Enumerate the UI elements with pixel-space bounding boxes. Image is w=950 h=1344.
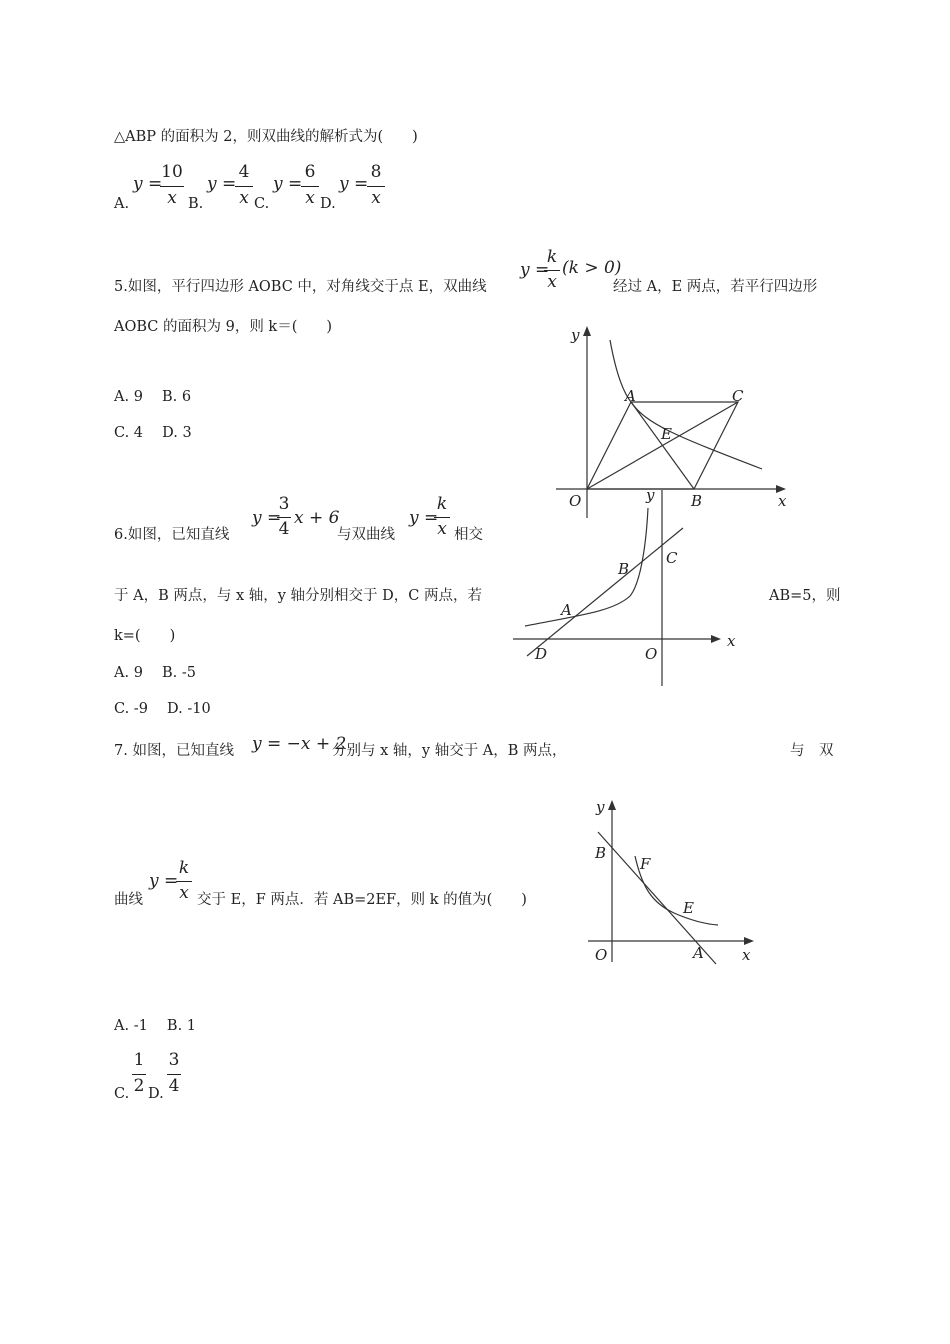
q5-stem-line2: AOBC 的面积为 9，则 k＝( ) bbox=[114, 319, 333, 335]
q6-label-b: B bbox=[618, 560, 630, 578]
q5-diagonal-ab bbox=[631, 402, 694, 489]
q7-line2-right: 交于 E，F 两点．若 AB=2EF，则 k 的值为( ) bbox=[197, 892, 527, 908]
q7-label-e: E bbox=[683, 899, 694, 917]
q4-option-a-lhs: y = bbox=[133, 174, 163, 194]
q5-label-o: O bbox=[569, 492, 582, 510]
q7-figure bbox=[582, 792, 782, 970]
q7-label-a: A bbox=[693, 944, 704, 962]
q7-label-x: x bbox=[742, 946, 751, 964]
q7-option-d-fraction: 3 4 bbox=[168, 1050, 180, 1096]
q6-line2-left: 于 A，B 两点，与 x 轴，y 轴分别相交于 D，C 两点，若 bbox=[114, 588, 482, 604]
q7-option-c-label: C. bbox=[114, 1086, 130, 1102]
q6-label-o: O bbox=[645, 645, 658, 663]
q4-option-c-label: C. bbox=[254, 196, 270, 212]
q6-line bbox=[527, 528, 683, 656]
q6-stem-part1: 6.如图，已知直线 bbox=[114, 527, 230, 543]
q4-option-a-label: A. bbox=[114, 196, 130, 212]
q6-stem-part2: 与双曲线 bbox=[337, 527, 395, 543]
q4-stem: △ABP 的面积为 2，则双曲线的解析式为( ) bbox=[114, 129, 418, 145]
q7-stem-right: 与 双 bbox=[790, 743, 834, 759]
q6-stem-part3: 相交 bbox=[454, 527, 483, 543]
q5-stem-part1: 5.如图，平行四边形 AOBC 中，对角线交于点 E，双曲线 bbox=[114, 279, 487, 295]
q5-label-e: E bbox=[661, 425, 672, 443]
q6-line-coefficient: 3 4 bbox=[278, 494, 290, 539]
q6-label-d: D bbox=[535, 645, 548, 663]
q4-option-c-fraction: 6 x bbox=[301, 164, 319, 210]
q7-line-formula: y = −x + 2 bbox=[252, 734, 347, 754]
q7-option-d-label: D. bbox=[148, 1086, 164, 1102]
q7-hyperbola-fraction: k x bbox=[176, 860, 192, 904]
q6-figure bbox=[505, 488, 745, 688]
q7-line2-left: 曲线 bbox=[114, 892, 143, 908]
q6-label-x: x bbox=[727, 632, 736, 650]
q7-label-f: F bbox=[640, 855, 651, 873]
q4-option-c-lhs: y = bbox=[273, 174, 303, 194]
q6-line3: k=( ) bbox=[114, 628, 176, 644]
q6-label-c: C bbox=[666, 549, 678, 567]
q7-stem-part1: 7. 如图，已知直线 bbox=[114, 743, 234, 759]
q5-label-a: A bbox=[625, 387, 636, 405]
q4-option-d-lhs: y = bbox=[339, 174, 369, 194]
q4-option-d-label: D. bbox=[320, 196, 336, 212]
q7-option-c-fraction: 1 2 bbox=[133, 1050, 145, 1096]
q6-label-a: A bbox=[561, 601, 572, 619]
q6-hyperbola-fraction: k x bbox=[434, 496, 450, 540]
q7-stem-part2: 分别与 x 轴，y 轴交于 A，B 两点， bbox=[332, 743, 567, 759]
q5-label-c: C bbox=[732, 387, 744, 405]
q7-hyperbola-lhs: y = bbox=[149, 871, 179, 891]
q5-label-b: B bbox=[691, 492, 703, 510]
q7-option-row1: A. -1 B. 1 bbox=[114, 1018, 197, 1034]
q6-line-rest: x + 6 bbox=[294, 508, 340, 528]
q4-option-d-fraction: 8 x bbox=[367, 164, 385, 210]
q4-option-b-label: B. bbox=[188, 196, 204, 212]
q6-option-row1: A. 9 B. -5 bbox=[114, 665, 197, 681]
q5-formula-condition: (k > 0) bbox=[562, 258, 622, 278]
q4-option-a-fraction: 10 x bbox=[161, 162, 183, 208]
q5-stem-part2: 经过 A，E 两点，若平行四边形 bbox=[613, 279, 818, 295]
q5-formula-fraction: k x bbox=[544, 249, 560, 293]
q6-option-row2: C. -9 D. -10 bbox=[114, 701, 211, 717]
q6-line-lhs: y = bbox=[252, 508, 282, 528]
q6-hyperbola bbox=[525, 508, 648, 626]
q5-option-row2: C. 4 D. 3 bbox=[114, 425, 192, 441]
q5-option-row1: A. 9 B. 6 bbox=[114, 389, 192, 405]
q7-label-b: B bbox=[595, 844, 607, 862]
q6-line2-right: AB=5，则 bbox=[769, 588, 841, 604]
q5-formula-lhs: y = bbox=[520, 260, 550, 280]
q5-label-y: y bbox=[571, 326, 580, 344]
q5-label-x: x bbox=[778, 492, 787, 510]
q7-label-y: y bbox=[596, 798, 605, 816]
q4-option-b-lhs: y = bbox=[207, 174, 237, 194]
q6-label-y: y bbox=[646, 488, 655, 504]
q6-hyperbola-lhs: y = bbox=[409, 508, 439, 528]
q4-option-b-fraction: 4 x bbox=[235, 164, 253, 210]
q7-label-o: O bbox=[595, 946, 608, 964]
